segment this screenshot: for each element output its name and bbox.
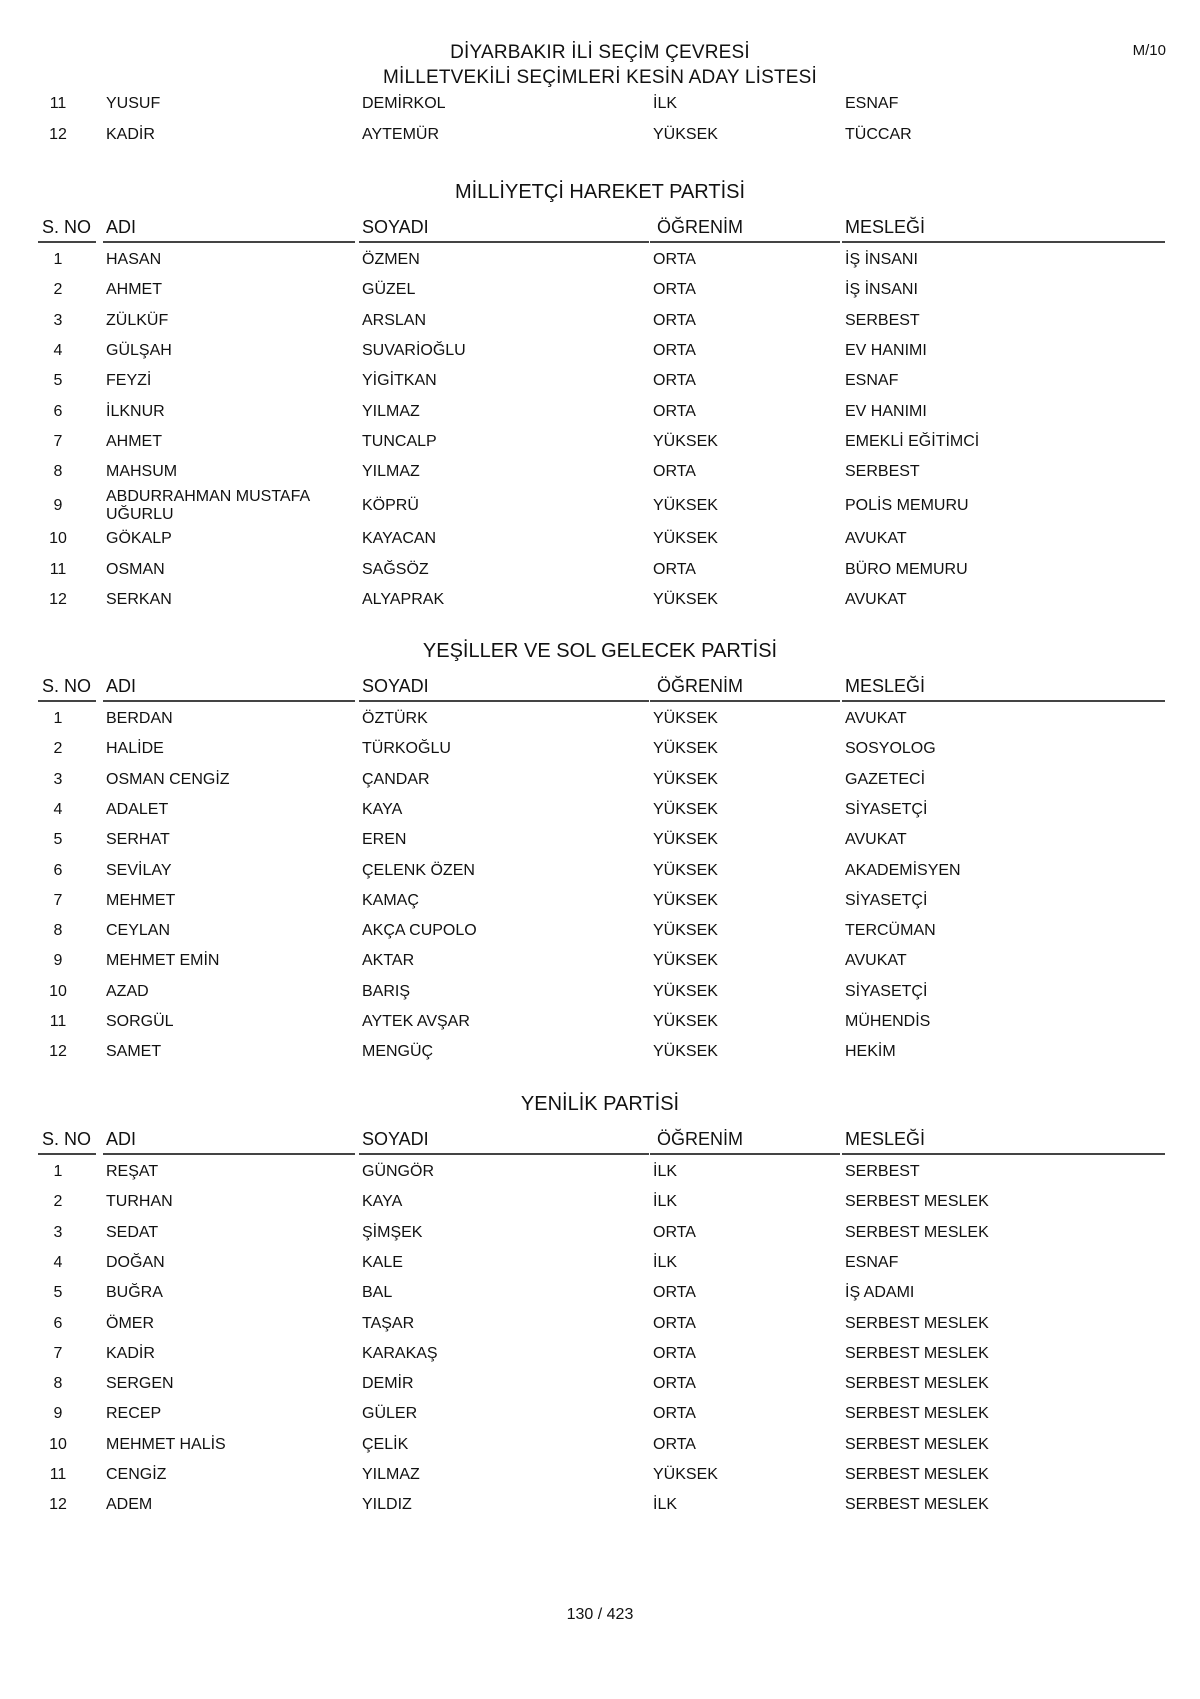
cell-adi: GÜLŞAH	[106, 341, 172, 359]
cell-no: 12	[49, 1043, 67, 1061]
column-header-ogrenim: ÖĞRENİM	[657, 1129, 744, 1149]
header-underline	[359, 1153, 649, 1155]
cell-ogrenim: ORTA	[653, 1284, 696, 1302]
column-header-soyadi: SOYADI	[362, 1129, 429, 1149]
table-row	[0, 585, 1200, 615]
cell-adi: DOĞAN	[106, 1253, 165, 1271]
cell-adi: GÖKALP	[106, 530, 172, 548]
cell-adi: SERKAN	[106, 591, 172, 608]
cell-ogrenim: İLK	[653, 1253, 678, 1271]
cell-meslegi: SERBEST MESLEK	[845, 1405, 989, 1423]
table-row	[0, 795, 1200, 825]
cell-ogrenim: ORTA	[653, 560, 696, 578]
cell-adi: MAHSUM	[106, 463, 178, 481]
table-row	[0, 1187, 1200, 1217]
cell-soyadi: ÖZTÜRK	[362, 710, 428, 727]
cell-meslegi: SERBEST	[845, 311, 920, 329]
cell-soyadi: YILMAZ	[362, 463, 420, 481]
cell-soyadi: SAĞSÖZ	[362, 560, 429, 578]
cell-soyadi: YİGİTKAN	[362, 372, 437, 390]
cell-no: 11	[49, 1013, 67, 1030]
cell-ogrenim: YÜKSEK	[653, 952, 718, 970]
table-row	[0, 1248, 1200, 1278]
cell-soyadi: YILDIZ	[362, 1496, 412, 1514]
header-underline	[103, 1153, 355, 1155]
cell-ogrenim: ORTA	[653, 1223, 696, 1241]
cell-no: 6	[53, 861, 63, 879]
cell-meslegi: BÜRO MEMURU	[845, 560, 968, 578]
cell-ogrenim: ORTA	[653, 463, 696, 481]
cell-soyadi: ARSLAN	[362, 311, 427, 329]
cell-no: 8	[53, 922, 63, 940]
cell-soyadi: ÇELİK	[362, 1435, 409, 1453]
cell-adi: ÖMER	[106, 1314, 154, 1332]
header-underline	[38, 1153, 96, 1155]
cell-meslegi: SERBEST	[845, 1163, 920, 1180]
cell-soyadi: MENGÜÇ	[362, 1043, 434, 1061]
cell-no: 3	[53, 770, 63, 788]
cell-adi: ADALET	[106, 800, 169, 818]
cell-adi: ZÜLKÜF	[106, 311, 169, 329]
cell-adi: İLKNUR	[106, 402, 165, 420]
cell-soyadi: BARIŞ	[362, 982, 411, 1000]
cell-ogrenim: ORTA	[653, 1344, 696, 1362]
table-row	[0, 275, 1200, 305]
cell-meslegi: İŞ İNSANI	[845, 281, 918, 299]
cell-meslegi: SERBEST MESLEK	[845, 1193, 989, 1211]
cell-no: 5	[53, 1284, 63, 1302]
table-row	[0, 1339, 1200, 1369]
table-row	[0, 524, 1200, 554]
cell-meslegi: MÜHENDİS	[845, 1013, 931, 1030]
cell-soyadi: KALE	[362, 1253, 403, 1271]
cell-meslegi: AVUKAT	[845, 710, 907, 727]
table-header	[0, 1127, 1200, 1155]
cell-no: 4	[53, 341, 63, 359]
cell-meslegi: TERCÜMAN	[845, 922, 936, 940]
cell-ogrenim: YÜKSEK	[653, 770, 718, 788]
cell-meslegi: SERBEST MESLEK	[845, 1344, 989, 1362]
cell-meslegi: HEKİM	[845, 1043, 896, 1061]
cell-soyadi: GÜNGÖR	[362, 1163, 434, 1180]
cell-meslegi: GAZETECİ	[845, 770, 926, 788]
cell-adi: MEHMET	[106, 891, 176, 909]
cell-soyadi: TUNCALP	[362, 432, 437, 450]
table-row	[0, 734, 1200, 764]
cell-adi: AHMET	[106, 432, 162, 450]
cell-adi: MEHMET EMİN	[106, 952, 220, 970]
cell-soyadi: KAYA	[362, 1193, 403, 1211]
cell-ogrenim: YÜKSEK	[653, 1043, 718, 1061]
table-row	[0, 1369, 1200, 1399]
cell-adi: RECEP	[106, 1405, 162, 1423]
cell-no: 2	[53, 1193, 63, 1211]
column-header-meslegi: MESLEĞİ	[845, 217, 926, 237]
cell-ogrenim: İLK	[653, 95, 678, 112]
cell-ogrenim: ORTA	[653, 311, 696, 329]
column-header-adi: ADI	[106, 1129, 137, 1149]
table-row	[0, 427, 1200, 457]
cell-meslegi: İŞ ADAMI	[845, 1284, 915, 1302]
table-row	[0, 336, 1200, 366]
cell-meslegi: SİYASETÇİ	[845, 800, 928, 818]
cell-ogrenim: ORTA	[653, 1405, 696, 1423]
cell-no: 12	[49, 591, 67, 608]
cell-no: 9	[53, 497, 63, 515]
table-row	[0, 120, 1200, 150]
cell-adi: ABDURRAHMAN MUSTAFA UĞURLU	[106, 488, 310, 524]
cell-meslegi: SOSYOLOG	[845, 740, 936, 758]
header-underline	[38, 700, 96, 702]
cell-meslegi: ESNAF	[845, 1253, 899, 1271]
cell-soyadi: ŞİMŞEK	[362, 1223, 423, 1241]
cell-soyadi: DEMİRKOL	[362, 95, 446, 112]
table-row	[0, 245, 1200, 275]
page-number: 130 / 423	[566, 1606, 634, 1623]
table-header	[0, 215, 1200, 243]
cell-adi: SEDAT	[106, 1223, 159, 1241]
cell-meslegi: SERBEST MESLEK	[845, 1435, 989, 1453]
header-underline	[842, 700, 1165, 702]
header-underline	[650, 1153, 840, 1155]
table-row	[0, 946, 1200, 976]
column-header-adi: ADI	[106, 676, 137, 696]
cell-adi: SERHAT	[106, 831, 170, 849]
cell-ogrenim: YÜKSEK	[653, 861, 718, 879]
cell-adi: OSMAN	[106, 560, 165, 578]
cell-no: 5	[53, 372, 63, 390]
cell-soyadi: AKÇA CUPOLO	[362, 922, 477, 940]
cell-soyadi: ÇANDAR	[362, 770, 430, 788]
cell-adi: SEVİLAY	[106, 861, 172, 879]
page-header	[0, 40, 1200, 90]
cell-soyadi: GÜLER	[362, 1405, 418, 1423]
cell-ogrenim: ORTA	[653, 402, 696, 420]
table-row	[0, 89, 1200, 119]
page-code: M/10	[1132, 42, 1166, 59]
cell-meslegi: EV HANIMI	[845, 402, 927, 420]
cell-ogrenim: YÜKSEK	[653, 1466, 718, 1483]
cell-soyadi: GÜZEL	[362, 281, 416, 299]
cell-soyadi: DEMİR	[362, 1375, 414, 1393]
cell-adi: REŞAT	[106, 1163, 159, 1180]
table-row	[0, 1007, 1200, 1037]
party-title: YEŞİLLER VE SOL GELECEK PARTİSİ	[422, 640, 778, 662]
cell-no: 4	[53, 800, 63, 818]
cell-meslegi: EMEKLİ EĞİTİMCİ	[845, 432, 980, 450]
header-underline	[359, 700, 649, 702]
cell-ogrenim: YÜKSEK	[653, 1013, 718, 1030]
page-title-line-1: DİYARBAKIR İLİ SEÇİM ÇEVRESİ	[450, 42, 750, 63]
cell-no: 11	[49, 560, 67, 578]
cell-meslegi: AVUKAT	[845, 952, 907, 970]
table-row	[0, 555, 1200, 585]
cell-meslegi: AKADEMİSYEN	[845, 861, 961, 879]
cell-meslegi: AVUKAT	[845, 530, 907, 548]
column-header-no: S. NO	[42, 676, 92, 696]
table-row	[0, 487, 1200, 525]
header-underline	[650, 241, 840, 243]
table-row	[0, 886, 1200, 916]
cell-soyadi: AYTEK AVŞAR	[362, 1013, 470, 1030]
table-row	[0, 457, 1200, 487]
cell-no: 7	[53, 1344, 63, 1362]
table-header	[0, 674, 1200, 702]
column-header-meslegi: MESLEĞİ	[845, 676, 926, 696]
cell-ogrenim: ORTA	[653, 251, 696, 268]
cell-adi: ADEM	[106, 1496, 153, 1514]
cell-meslegi: AVUKAT	[845, 591, 907, 608]
column-header-meslegi: MESLEĞİ	[845, 1129, 926, 1149]
cell-ogrenim: YÜKSEK	[653, 831, 718, 849]
party-title: YENİLİK PARTİSİ	[520, 1093, 680, 1115]
cell-no: 10	[49, 1435, 67, 1453]
cell-meslegi: SERBEST	[845, 463, 920, 481]
cell-adi: CENGİZ	[106, 1466, 167, 1483]
cell-ogrenim: YÜKSEK	[653, 125, 718, 143]
cell-no: 8	[53, 1375, 63, 1393]
table-row	[0, 1157, 1200, 1187]
table-row	[0, 1399, 1200, 1429]
cell-no: 1	[53, 710, 63, 727]
cell-adi: HALİDE	[106, 740, 164, 758]
header-underline	[38, 241, 96, 243]
party-title: MİLLİYETÇİ HAREKET PARTİSİ	[454, 181, 746, 203]
cell-no: 1	[53, 251, 63, 268]
cell-no: 9	[53, 952, 63, 970]
cell-no: 6	[53, 402, 63, 420]
column-header-soyadi: SOYADI	[362, 676, 429, 696]
table-row	[0, 856, 1200, 886]
cell-soyadi: KAYA	[362, 800, 403, 818]
cell-ogrenim: ORTA	[653, 1375, 696, 1393]
cell-ogrenim: YÜKSEK	[653, 710, 718, 727]
cell-no: 7	[53, 891, 63, 909]
cell-no: 9	[53, 1405, 63, 1423]
cell-soyadi: ÖZMEN	[362, 251, 420, 268]
cell-soyadi: EREN	[362, 831, 407, 849]
cell-no: 10	[49, 530, 67, 548]
cell-soyadi: BAL	[362, 1284, 393, 1302]
cell-ogrenim: YÜKSEK	[653, 432, 718, 450]
cell-adi: FEYZİ	[106, 372, 152, 390]
cell-meslegi: AVUKAT	[845, 831, 907, 849]
cell-soyadi: KARAKAŞ	[362, 1344, 438, 1362]
cell-ogrenim: İLK	[653, 1193, 678, 1211]
table-row	[0, 1430, 1200, 1460]
cell-soyadi: AYTEMÜR	[362, 125, 440, 143]
cell-meslegi: İŞ İNSANI	[845, 251, 918, 268]
cell-soyadi: YILMAZ	[362, 402, 420, 420]
cell-meslegi: SİYASETÇİ	[845, 891, 928, 909]
cell-ogrenim: YÜKSEK	[653, 591, 718, 608]
cell-no: 2	[53, 281, 63, 299]
cell-adi: HASAN	[106, 251, 162, 268]
cell-ogrenim: İLK	[653, 1163, 678, 1180]
cell-adi: TURHAN	[106, 1193, 173, 1211]
cell-meslegi: SERBEST MESLEK	[845, 1496, 989, 1514]
table-row	[0, 916, 1200, 946]
cell-soyadi: SUVARİOĞLU	[362, 341, 466, 359]
table-row	[0, 306, 1200, 336]
cell-soyadi: YILMAZ	[362, 1466, 420, 1483]
table-row	[0, 704, 1200, 734]
cell-soyadi: ALYAPRAK	[362, 591, 445, 608]
cell-ogrenim: ORTA	[653, 281, 696, 299]
header-underline	[842, 241, 1165, 243]
cell-adi: BERDAN	[106, 710, 173, 727]
cell-meslegi: SİYASETÇİ	[845, 982, 928, 1000]
cell-adi: YUSUF	[106, 95, 161, 112]
cell-soyadi: TAŞAR	[362, 1314, 415, 1332]
cell-soyadi: KAYACAN	[362, 530, 437, 548]
cell-soyadi: ÇELENK ÖZEN	[362, 861, 475, 879]
table-row	[0, 1218, 1200, 1248]
table-row	[0, 1309, 1200, 1339]
cell-no: 2	[53, 740, 63, 758]
cell-adi: SORGÜL	[106, 1013, 174, 1030]
cell-soyadi: AKTAR	[362, 952, 415, 970]
cell-ogrenim: İLK	[653, 1496, 678, 1514]
cell-meslegi: SERBEST MESLEK	[845, 1223, 989, 1241]
cell-soyadi: KAMAÇ	[362, 891, 419, 909]
cell-ogrenim: ORTA	[653, 372, 696, 390]
column-header-ogrenim: ÖĞRENİM	[657, 676, 744, 696]
cell-adi: KADİR	[106, 1344, 155, 1362]
cell-no: 3	[53, 311, 63, 329]
header-underline	[103, 241, 355, 243]
cell-adi: MEHMET HALİS	[106, 1435, 226, 1453]
table-row	[0, 1037, 1200, 1067]
cell-meslegi: POLİS MEMURU	[845, 497, 969, 515]
cell-meslegi: SERBEST MESLEK	[845, 1375, 989, 1393]
cell-meslegi: ESNAF	[845, 372, 899, 390]
column-header-no: S. NO	[42, 1129, 92, 1149]
table-row	[0, 765, 1200, 795]
column-header-soyadi: SOYADI	[362, 217, 429, 237]
cell-no: 12	[49, 125, 67, 143]
table-row	[0, 366, 1200, 396]
table-row	[0, 977, 1200, 1007]
cell-adi: KADİR	[106, 125, 155, 143]
header-underline	[103, 700, 355, 702]
cell-adi: SERGEN	[106, 1375, 174, 1393]
table-row	[0, 1490, 1200, 1520]
cell-adi: BUĞRA	[106, 1284, 163, 1302]
column-header-ogrenim: ÖĞRENİM	[657, 217, 744, 237]
table-row	[0, 1460, 1200, 1490]
cell-meslegi: ESNAF	[845, 95, 899, 112]
cell-ogrenim: YÜKSEK	[653, 891, 718, 909]
table-row	[0, 1278, 1200, 1308]
cell-ogrenim: ORTA	[653, 1435, 696, 1453]
table-row	[0, 825, 1200, 855]
cell-no: 3	[53, 1223, 63, 1241]
cell-ogrenim: YÜKSEK	[653, 800, 718, 818]
cell-soyadi: TÜRKOĞLU	[362, 740, 451, 758]
cell-ogrenim: YÜKSEK	[653, 922, 718, 940]
cell-no: 4	[53, 1253, 63, 1271]
header-underline	[650, 700, 840, 702]
cell-meslegi: SERBEST MESLEK	[845, 1466, 989, 1483]
header-underline	[359, 241, 649, 243]
cell-ogrenim: YÜKSEK	[653, 497, 718, 515]
table-row	[0, 397, 1200, 427]
cell-no: 10	[49, 982, 67, 1000]
header-underline	[842, 1153, 1165, 1155]
cell-adi: SAMET	[106, 1043, 162, 1061]
cell-ogrenim: YÜKSEK	[653, 982, 718, 1000]
cell-adi: AZAD	[106, 982, 149, 1000]
column-header-adi: ADI	[106, 217, 137, 237]
cell-meslegi: SERBEST MESLEK	[845, 1314, 989, 1332]
column-header-no: S. NO	[42, 217, 92, 237]
cell-no: 1	[53, 1163, 63, 1180]
cell-ogrenim: YÜKSEK	[653, 740, 718, 758]
page-title-line-2: MİLLETVEKİLİ SEÇİMLERİ KESİN ADAY LİSTESİ	[382, 67, 818, 88]
cell-meslegi: TÜCCAR	[845, 125, 912, 143]
cell-no: 5	[53, 831, 63, 849]
cell-adi: OSMAN CENGİZ	[106, 770, 230, 788]
cell-meslegi: EV HANIMI	[845, 341, 927, 359]
cell-no: 8	[53, 463, 63, 481]
cell-adi: CEYLAN	[106, 922, 171, 940]
cell-soyadi: KÖPRÜ	[362, 497, 419, 515]
cell-no: 11	[49, 95, 67, 112]
cell-adi: AHMET	[106, 281, 162, 299]
cell-ogrenim: ORTA	[653, 1314, 696, 1332]
cell-no: 11	[49, 1466, 67, 1483]
cell-no: 6	[53, 1314, 63, 1332]
cell-ogrenim: ORTA	[653, 341, 696, 359]
cell-no: 7	[53, 432, 63, 450]
cell-ogrenim: YÜKSEK	[653, 530, 718, 548]
cell-no: 12	[49, 1496, 67, 1514]
